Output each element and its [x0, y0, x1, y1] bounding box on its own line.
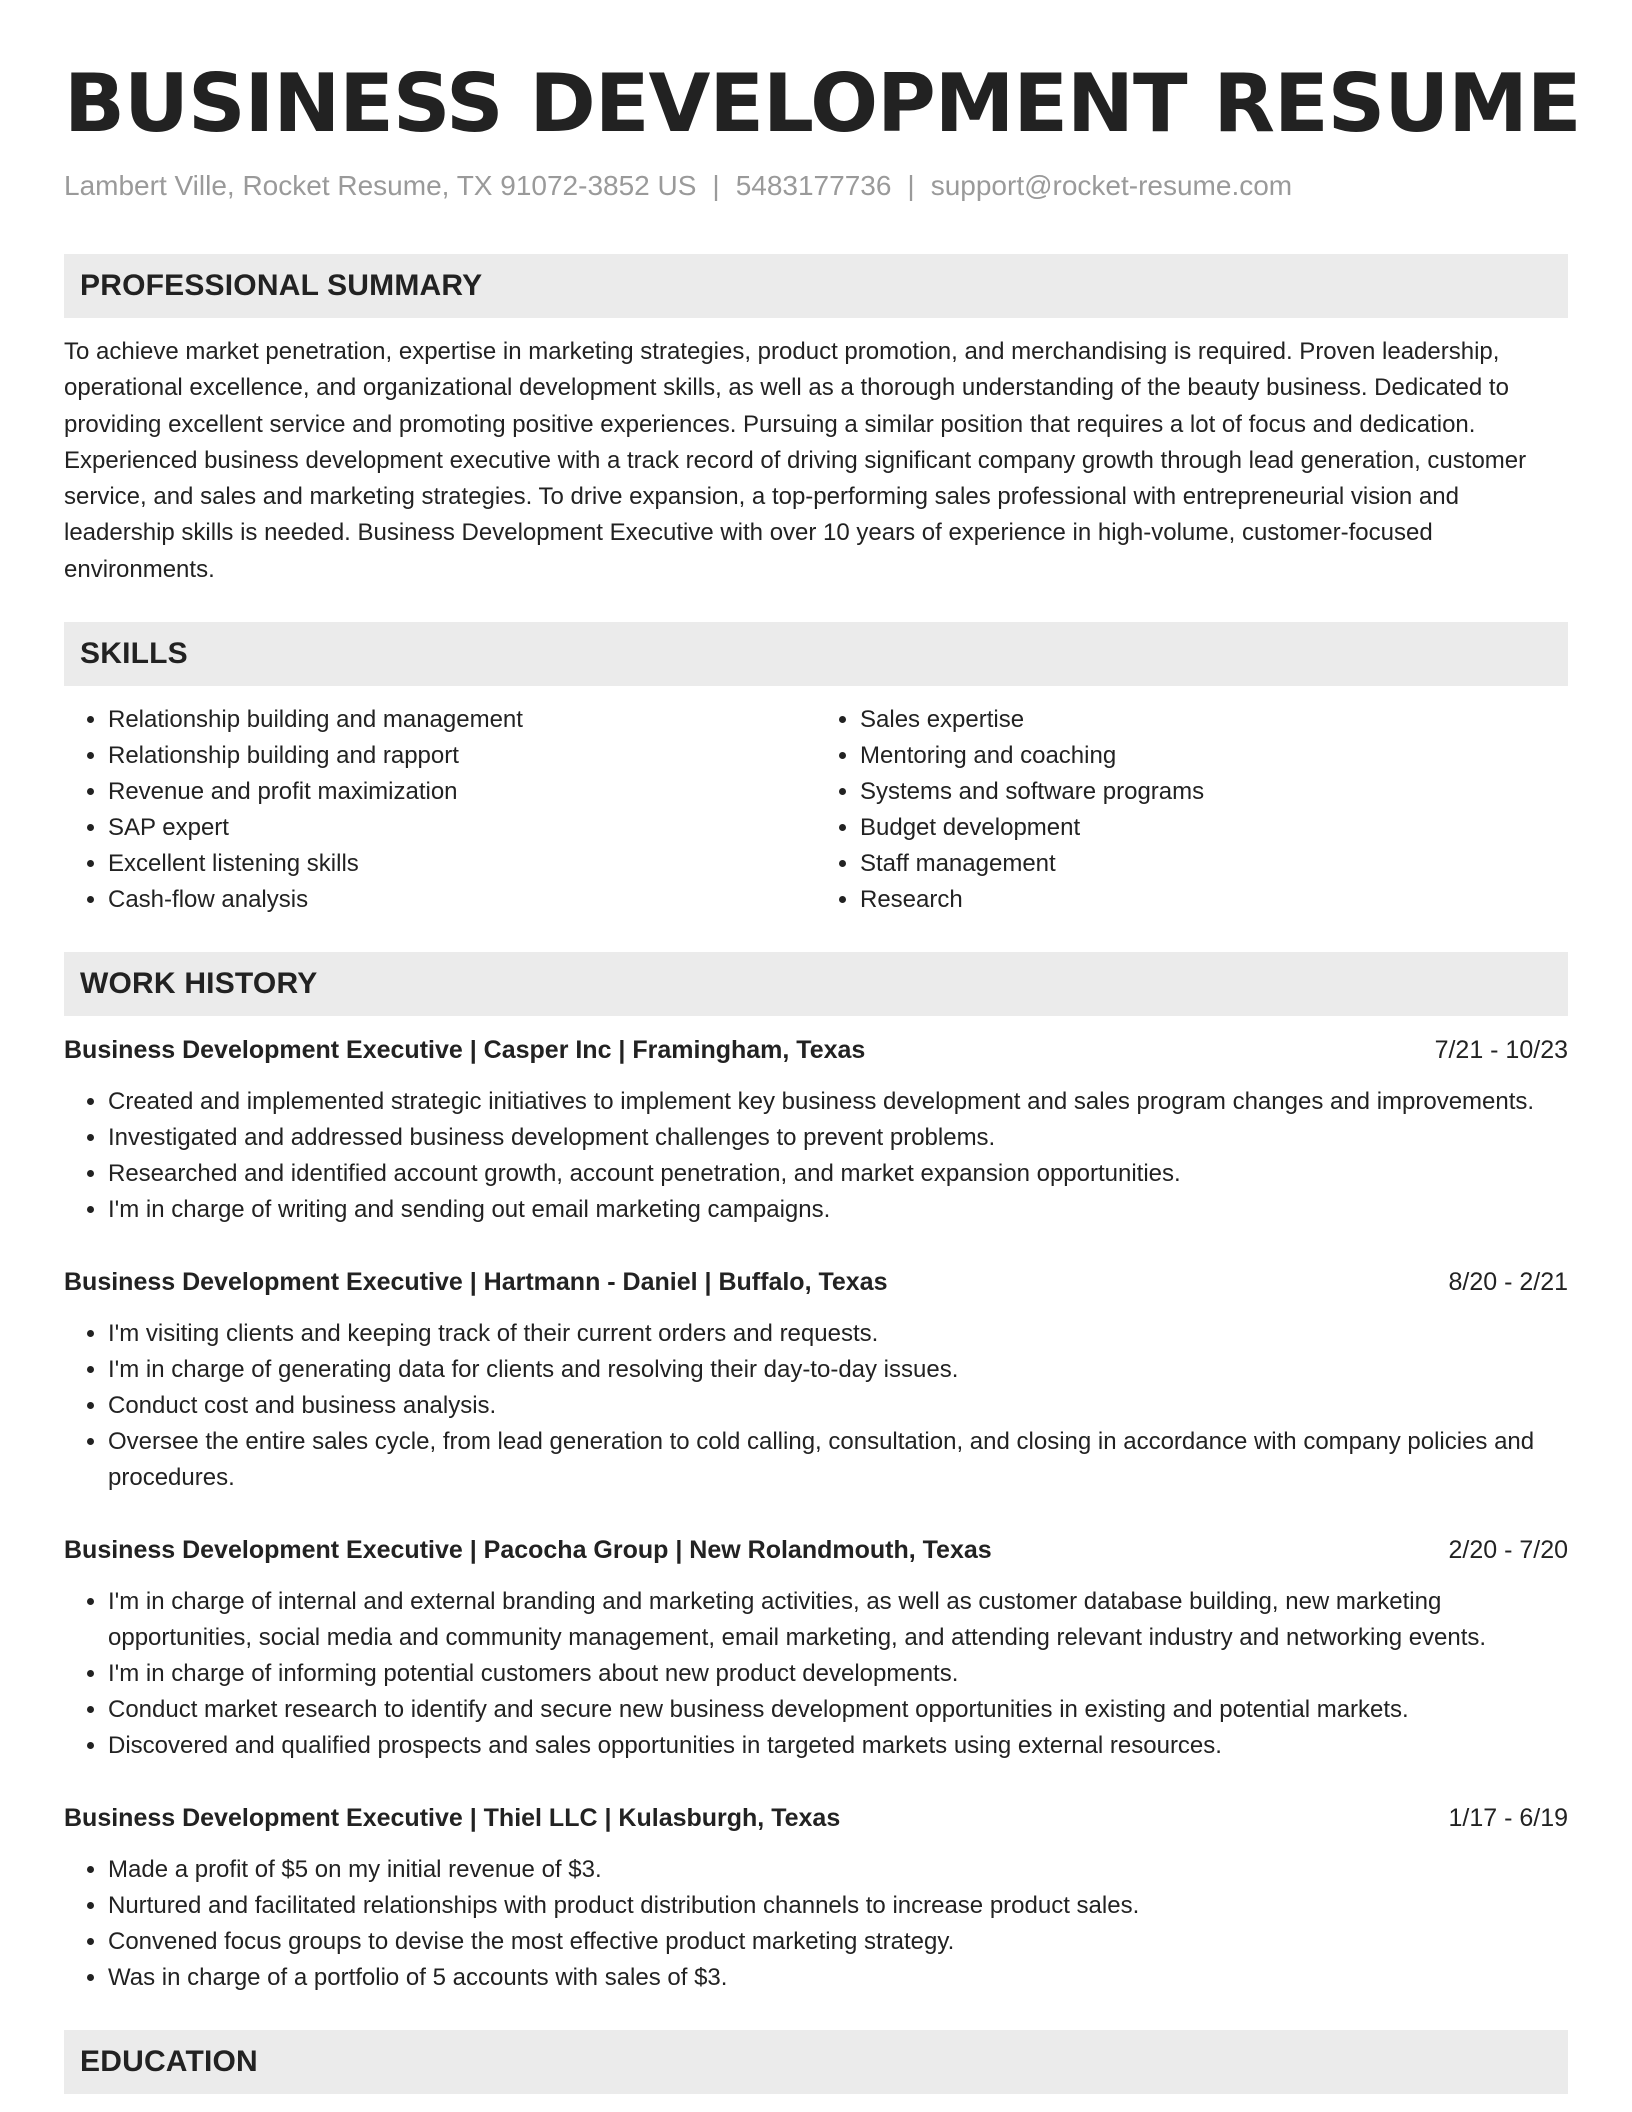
job-bullets: [64, 1316, 1568, 1496]
job-bullets: [64, 1584, 1568, 1764]
job-header: [64, 1798, 1568, 1838]
skill-item: • Relationship building and rapport: [108, 738, 816, 774]
skills-grid: [64, 702, 1568, 918]
job-title: Business Development Executive | Hartmann - Daniel | Buffalo, Texas: [64, 1268, 888, 1297]
skill-item: • Excellent listening skills: [108, 846, 816, 882]
job-bullet: • I'm in charge of internal and external branding and marketing activities, as well as customer database building, new marketing opportunities, social media and community management, email marketing, and attending relevant industry and networking events.: [108, 1584, 1568, 1656]
contact-separator: |: [907, 170, 915, 201]
job-bullet: • I'm visiting clients and keeping track of their current orders and requests.: [108, 1316, 1568, 1352]
job-bullet: • Nurtured and facilitated relationships with product distribution channels to increase product sales.: [108, 1888, 1568, 1924]
job-entry: [64, 1030, 1568, 1228]
contact-phone: 5483177736: [735, 170, 892, 201]
work-history-heading: WORK HISTORY: [64, 952, 1568, 1016]
education-heading: EDUCATION: [64, 2030, 1568, 2094]
contact-line: [64, 166, 1568, 206]
job-bullet: • Was in charge of a portfolio of 5 accounts with sales of $3.: [108, 1960, 1568, 1996]
job-bullet: • Conduct market research to identify and secure new business development opportunities in existing and potential markets.: [108, 1692, 1568, 1728]
skill-item: • Cash-flow analysis: [108, 882, 816, 918]
skills-column-left: [64, 702, 816, 918]
job-title: Business Development Executive | Thiel LLC | Kulasburgh, Texas: [64, 1804, 841, 1833]
job-bullet: • Made a profit of $5 on my initial revenue of $3.: [108, 1852, 1568, 1888]
job-dates: 2/20 - 7/20: [1448, 1536, 1568, 1565]
skill-item: • Relationship building and management: [108, 702, 816, 738]
skill-item: • Mentoring and coaching: [860, 738, 1568, 774]
summary-heading: PROFESSIONAL SUMMARY: [64, 254, 1568, 318]
contact-email: support@rocket-resume.com: [930, 170, 1293, 201]
job-entry: [64, 1262, 1568, 1496]
skills-column-right: [816, 702, 1568, 918]
skill-item: • Research: [860, 882, 1568, 918]
job-dates: 8/20 - 2/21: [1448, 1268, 1568, 1297]
job-bullet: • I'm in charge of writing and sending out email marketing campaigns.: [108, 1192, 1568, 1228]
job-bullet: • I'm in charge of generating data for clients and resolving their day-to-day issues.: [108, 1352, 1568, 1388]
job-bullet: • Convened focus groups to devise the most effective product marketing strategy.: [108, 1924, 1568, 1960]
skill-item: • Systems and software programs: [860, 774, 1568, 810]
resume-title: BUSINESS DEVELOPMENT RESUME: [64, 57, 1581, 150]
job-header: [64, 1262, 1568, 1302]
job-dates: 7/21 - 10/23: [1434, 1036, 1568, 1065]
skill-item: • Budget development: [860, 810, 1568, 846]
job-bullet: • Investigated and addressed business development challenges to prevent problems.: [108, 1120, 1568, 1156]
job-bullet: • Created and implemented strategic initiatives to implement key business development and sales program changes and improvements.: [108, 1084, 1568, 1120]
job-dates: 1/17 - 6/19: [1448, 1804, 1568, 1833]
skill-item: • Sales expertise: [860, 702, 1568, 738]
job-bullet: • I'm in charge of informing potential customers about new product developments.: [108, 1656, 1568, 1692]
job-header: [64, 1030, 1568, 1070]
job-entry: [64, 1530, 1568, 1764]
contact-separator: |: [712, 170, 720, 201]
job-bullets: [64, 1084, 1568, 1228]
skill-item: • Revenue and profit maximization: [108, 774, 816, 810]
skills-heading: SKILLS: [64, 622, 1568, 686]
job-bullet: • Oversee the entire sales cycle, from lead generation to cold calling, consultation, and closing in accordance with company policies and procedures.: [108, 1424, 1568, 1496]
job-bullets: [64, 1852, 1568, 1996]
job-entry: [64, 1798, 1568, 1996]
summary-text: To achieve market penetration, expertise in marketing strategies, product promotion, and merchandising is required. Proven leadership, operational excellence, and organizational development skills, as well as a thorough understanding of the beauty business. Dedicated to providing excellent service and promoting positive experiences. Pursuing a similar position that requires a lot of focus and dedication. Experienced business development executive with a track record of driving significant company growth through lead generation, customer service, and sales and marketing strategies. To drive expansion, a top-performing sales professional with entrepreneurial vision and leadership skills is needed. Business Development Executive with over 10 years of experience in high-volume, customer-focused environments.: [64, 338, 1527, 583]
skill-item: • Staff management: [860, 846, 1568, 882]
job-bullet: • Researched and identified account growth, account penetration, and market expansion opportunities.: [108, 1156, 1568, 1192]
job-bullet: • Discovered and qualified prospects and sales opportunities in targeted markets using external resources.: [108, 1728, 1568, 1764]
job-bullet: • Conduct cost and business analysis.: [108, 1388, 1568, 1424]
job-title: Business Development Executive | Pacocha Group | New Rolandmouth, Texas: [64, 1536, 992, 1565]
contact-address: Lambert Ville, Rocket Resume, TX 91072-3852 US: [64, 170, 697, 201]
job-header: [64, 1530, 1568, 1570]
job-title: Business Development Executive | Casper Inc | Framingham, Texas: [64, 1036, 866, 1065]
skill-item: • SAP expert: [108, 810, 816, 846]
